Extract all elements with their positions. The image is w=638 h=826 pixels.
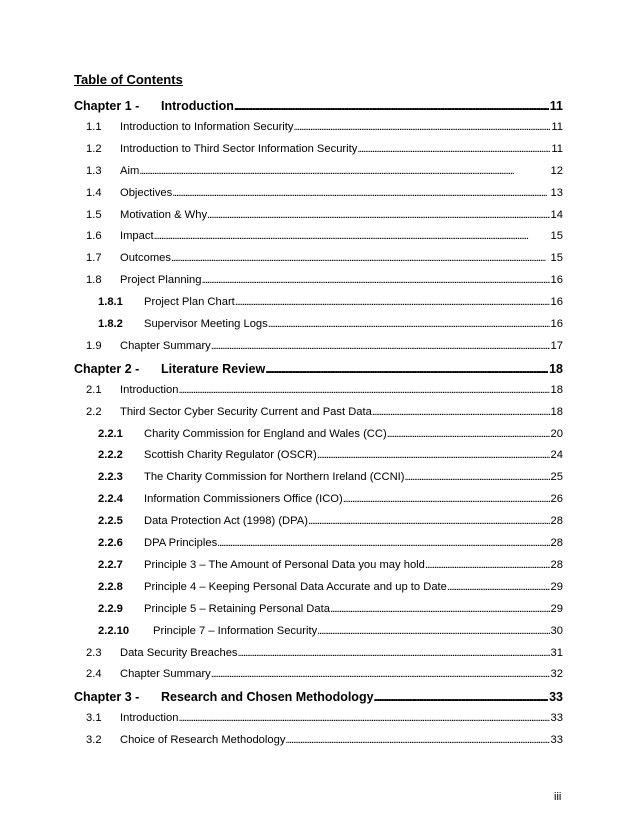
toc-entry[interactable] [86,406,563,418]
dot-leader [234,99,549,113]
toc-entry[interactable] [98,581,563,593]
dot-leader [171,252,550,264]
toc-entry-title: Project Planning [120,274,202,287]
toc-entry-page: 13 [550,186,563,199]
toc-entry-number: 1.5 [86,208,102,221]
toc-entry-page: 18 [549,361,563,376]
toc-entry[interactable] [98,537,563,549]
toc-entry-number: Chapter 1 - [74,99,140,113]
toc-entry-number: 2.4 [86,668,102,681]
toc-entry-title: Introduction [161,99,234,113]
toc-entry-number: 1.6 [86,230,102,243]
toc-entry-page: 11 [551,142,563,155]
toc-entry-number: 1.7 [86,252,102,265]
toc-entry-number: 2.2.2 [98,449,123,462]
dot-leader [139,165,549,177]
toc-entry-page: 33 [550,712,563,725]
toc-entry-number: 2.3 [86,646,102,659]
toc-heading: Table of Contents [74,72,183,87]
toc-entry-page: 16 [550,274,563,287]
dot-leader [172,187,549,199]
toc-entry-number: 1.4 [86,186,102,199]
toc-entry-page: 31 [550,646,563,659]
dot-leader [405,471,550,483]
toc-entry-page: 29 [550,602,563,615]
dot-leader [217,537,549,549]
toc-entry[interactable] [98,493,563,505]
dot-leader [285,734,549,746]
toc-entry-page: 25 [550,471,563,484]
dot-leader [178,712,549,724]
toc-entry[interactable] [86,712,563,724]
dot-leader [207,209,550,221]
toc-entry-number: 2.1 [86,383,102,396]
toc-entry-title: Charity Commission for England and Wales (CC) [144,427,387,440]
dot-leader [268,318,550,330]
toc-entry-number: 2.2.8 [98,580,123,593]
toc-entry[interactable] [86,121,563,133]
toc-entry-number: 1.2 [86,142,102,155]
toc-entry-page: 26 [550,493,563,506]
toc-entry-page: 16 [550,296,563,309]
toc-entry-number: 1.3 [86,164,102,177]
dot-leader [330,603,550,615]
dot-leader [211,668,550,680]
toc-entry-number: 1.8.2 [98,318,123,330]
toc-entry[interactable] [98,318,563,330]
toc-entry[interactable] [98,449,563,461]
toc-entry[interactable] [98,603,563,615]
toc-entry-title: Data Security Breaches [120,646,238,659]
toc-entry-number: 2.2.3 [98,471,123,484]
dot-leader [308,515,550,527]
toc-entry-title: Motivation & Why [120,208,208,221]
toc-entry-title: Principle 5 – Retaining Personal Data [144,602,330,615]
toc-entry[interactable] [86,668,563,680]
dot-leader [211,340,550,352]
toc-entry[interactable] [74,99,563,113]
dot-leader [372,406,550,418]
dot-leader [201,274,549,286]
toc-entry-title: Introduction to Information Security [120,120,294,133]
toc-entry-title: Principle 3 – The Amount of Personal Data you may hold [144,558,425,571]
page-number: iii [554,791,562,803]
toc-entry-title: Introduction to Third Sector Information Security [120,142,358,155]
toc-entry-title: Aim [120,164,140,177]
toc-entry-number: 3.2 [86,734,102,747]
toc-entry-number: 1.8 [86,274,102,287]
dot-leader [374,690,549,704]
dot-leader [387,428,550,440]
toc-entry-page: 15 [550,230,563,243]
toc-entry-title: Principle 7 – Information Security [153,624,318,637]
toc-entry-number: 1.8.1 [98,296,123,309]
toc-entry-title: Chapter Summary [120,668,211,681]
toc-entry-number: 2.2.7 [98,558,123,571]
toc-entry-title: Third Sector Cyber Security Current and Past Data [120,405,372,418]
toc-entry-number: 2.2.9 [98,602,123,615]
dot-leader [447,581,550,593]
toc-entry-title: Introduction [120,712,179,725]
toc-entry[interactable] [86,734,563,746]
dot-leader [317,625,549,637]
toc-entry[interactable] [86,274,563,286]
toc-entry-number: 2.2.5 [98,515,123,528]
toc-entry-number: Chapter 2 - [74,361,140,376]
toc-entry-page: 24 [550,449,563,462]
toc-entry-title: Information Commissioners Office (ICO) [144,493,343,506]
toc-entry-number: 1.9 [86,339,102,352]
toc-entry[interactable] [86,647,563,659]
toc-entry[interactable] [98,296,563,308]
toc-entry-title: Outcomes [120,252,171,265]
toc-entry[interactable] [98,471,563,483]
toc-entry[interactable] [98,625,563,637]
toc-entry[interactable] [86,384,563,396]
dot-leader [154,230,550,242]
toc-entry[interactable] [86,340,563,352]
toc-entry-page: 28 [550,515,563,528]
toc-entry-page: 16 [550,318,563,330]
toc-entry-page: 33 [549,690,563,705]
toc-entry[interactable] [98,515,563,527]
toc-entry-title: Chapter Summary [120,339,211,352]
dot-leader [425,559,550,571]
toc-entry-title: Objectives [120,186,173,199]
toc-entry-number: 3.1 [86,712,102,725]
dot-leader [265,362,548,376]
toc-entry-number: Chapter 3 - [74,690,140,705]
toc-entry-page: 11 [551,120,563,133]
toc-entry-page: 17 [550,339,563,352]
toc-entry-title: Research and Chosen Methodology [161,690,374,705]
toc-entry-number: 2.2.4 [98,493,123,506]
toc-entry-page: 30 [550,624,563,637]
toc-entry-title: The Charity Commission for Northern Ireland (CCNI) [144,471,405,484]
toc-entry-page: 29 [550,580,563,593]
toc-entry[interactable] [86,187,563,199]
toc-entry[interactable] [86,230,563,242]
toc-entry-number: 2.2.10 [98,624,130,637]
toc-entry[interactable] [98,428,563,440]
dot-leader [238,647,550,659]
toc-entry-title: Project Plan Chart [144,296,235,309]
toc-entry-page: 18 [550,383,563,396]
toc-entry[interactable] [98,559,563,571]
toc-entry-title: Supervisor Meeting Logs [144,318,268,330]
toc-entry-page: 32 [550,668,563,681]
dot-leader [343,493,550,505]
toc-entry-page: 20 [550,427,563,440]
toc-entry-title: Choice of Research Methodology [120,734,286,747]
toc-entry-page: 18 [550,405,563,418]
toc-entry-title: Introduction [120,383,179,396]
toc-entry-page: 28 [550,537,563,549]
toc-entry-page: 28 [550,558,563,571]
toc-entry-title: Scottish Charity Regulator (OSCR) [144,449,317,462]
toc-entry-title: Impact [120,230,154,243]
toc-entry-number: 2.2 [86,405,102,418]
toc-entry-page: 14 [550,208,563,221]
dot-leader [357,143,550,155]
toc-entry[interactable] [86,209,563,221]
toc-entry[interactable] [86,143,563,155]
dot-leader [235,296,550,308]
toc-entry-number: 1.1 [86,120,102,133]
toc-entry-page: 33 [550,734,563,747]
toc-entry-page: 12 [550,164,563,177]
toc-entry[interactable] [86,252,563,264]
toc-entry[interactable] [74,362,563,376]
toc-entry-title: Data Protection Act (1998) (DPA) [144,515,308,528]
dot-leader [317,449,550,461]
toc-entry[interactable] [74,690,563,704]
dot-leader [294,121,551,133]
toc-entry-number: 2.2.1 [98,427,123,440]
toc-entry-title: Literature Review [161,361,266,376]
toc-entry-page: 15 [550,252,563,265]
toc-entry-title: Principle 4 – Keeping Personal Data Accurate and up to Date [144,580,447,593]
toc-entry-title: DPA Principles [144,537,218,549]
toc-entry-number: 2.2.6 [98,537,123,549]
toc-entry[interactable] [86,165,563,177]
toc-entry-page: 11 [549,99,563,113]
dot-leader [178,384,549,396]
